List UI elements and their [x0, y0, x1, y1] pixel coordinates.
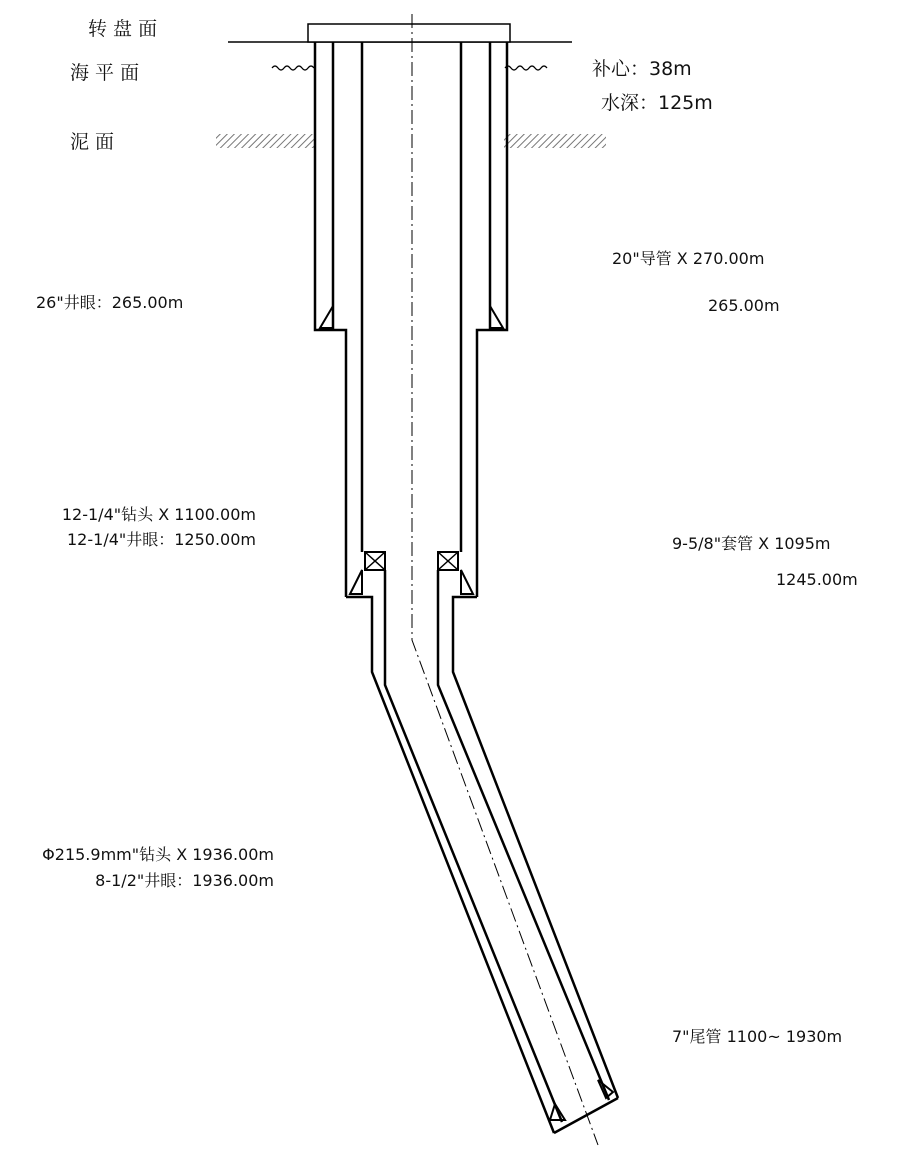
label-sea-level: 海 平 面 [70, 62, 140, 84]
label-hole-1214: 12-1/4"井眼：1250.00m [67, 530, 256, 549]
liner-7-right [438, 570, 609, 1100]
conductor-shoe-left [320, 306, 333, 328]
casing-958-shoe-left [350, 570, 362, 594]
mudline-hatch-right [504, 134, 606, 148]
liner-hanger-left [365, 552, 385, 570]
label-bit-2159: Φ215.9mm"钻头 X 1936.00m [42, 845, 274, 864]
liner-hanger-right [438, 552, 458, 570]
label-liner-7: 7"尾管 1100~ 1930m [672, 1027, 843, 1046]
label-hole-26: 26"井眼：265.00m [36, 293, 184, 312]
sea-level-wave-right [505, 66, 547, 70]
mudline-hatch-left [216, 134, 314, 148]
hole-26-right-wall [477, 42, 507, 597]
hole-812-left-wall [346, 597, 554, 1133]
hole-812-bottom [554, 1098, 618, 1133]
liner-7-left [385, 570, 562, 1122]
label-rotary-table: 转 盘 面 [88, 18, 158, 40]
hole-26-left-wall [315, 42, 346, 597]
label-mudline: 泥 面 [70, 131, 115, 153]
label-bushing-offset: 补心：38m [592, 58, 692, 80]
sea-level-wave-left [272, 66, 314, 70]
label-conductor: 20"导管 X 270.00m [612, 249, 765, 268]
label-casing-958-shoe: 1245.00m [776, 570, 858, 589]
label-bit-1214: 12-1/4"钻头 X 1100.00m [61, 505, 256, 524]
label-hole-812: 8-1/2"井眼：1936.00m [95, 871, 274, 890]
rotary-table-block [308, 24, 510, 42]
label-conductor-shoe: 265.00m [708, 296, 780, 315]
casing-958-shoe-right [461, 570, 473, 594]
conductor-shoe-right [490, 306, 503, 328]
hole-812-right-wall [453, 597, 618, 1098]
label-water-depth: 水深：125m [601, 92, 713, 114]
label-casing-958: 9-5/8"套管 X 1095m [672, 534, 831, 553]
